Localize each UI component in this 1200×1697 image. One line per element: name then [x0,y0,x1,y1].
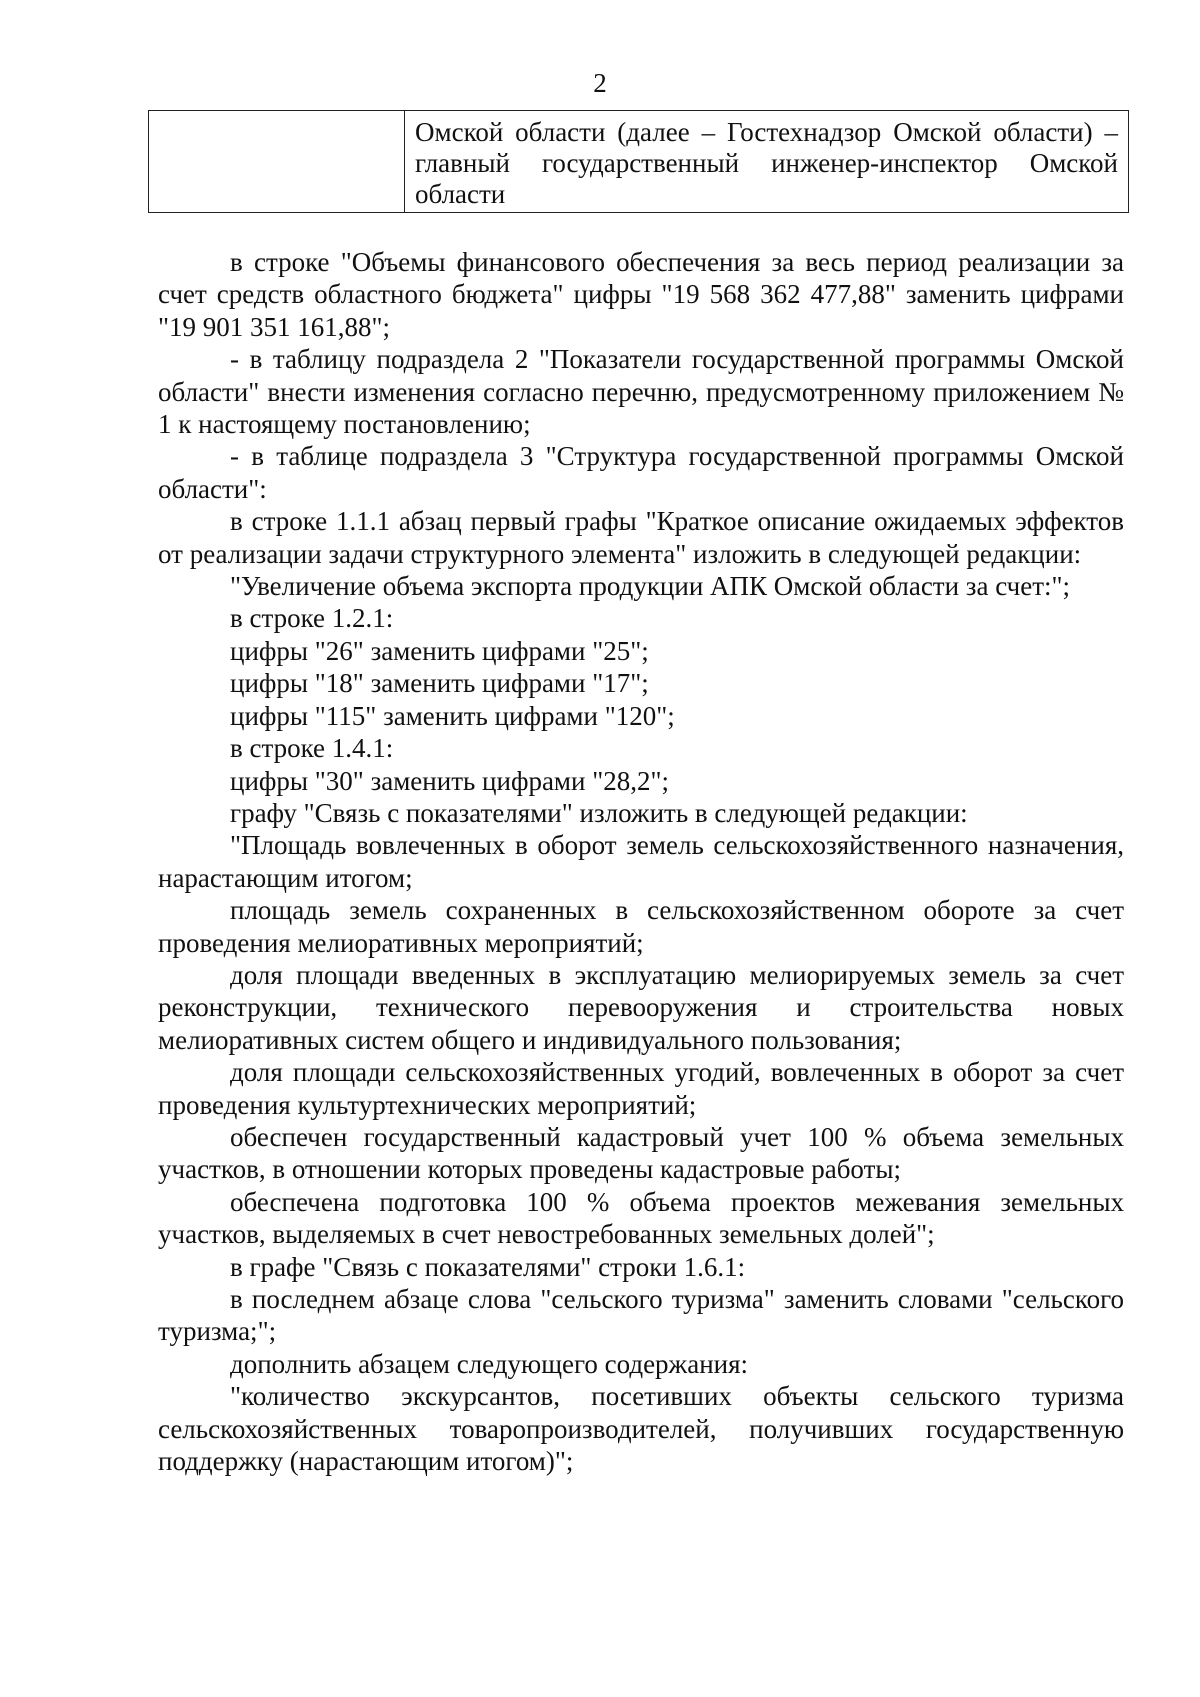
paragraph: в строке 1.1.1 абзац первый графы "Краткое описание ожидаемых эффектов от реализации задачи структурного элемента" изложить в следующей редакции: [158,506,1124,569]
paragraph: в графе "Связь с показателями" строки 1.6.1: [230,1251,746,1282]
document-body [158,246,1124,1477]
paragraph: в строке "Объемы финансового обеспечения за весь период реализации за счет средств областного бюджета" цифры "19 568 362 477,88" заменить цифрами "19 901 351 161,88"; [158,247,1124,342]
table-cell-left [149,111,405,213]
paragraph: цифры "115" заменить цифрами "120"; [230,700,675,731]
table-cell-right: Омской области (далее – Гостехнадзор Омской области) – главный государственный инженер-инспектор Омской области [405,111,1129,213]
paragraph: доля площади введенных в эксплуатацию мелиорируемых земель за счет реконструкции, технического перевооружения и строительства новых мелиоративных систем общего и индивидуального пользования; [158,959,1124,1055]
paragraph: "количество экскурсантов, посетивших объекты сельского туризма сельскохозяйственных товаропроизводителей, получивших государственную поддержку (нарастающим итогом)"; [158,1381,1124,1477]
paragraph: дополнить абзацем следующего содержания: [230,1348,749,1379]
paragraph: "Увеличение объема экспорта продукции АПК Омской области за счет:"; [230,571,1071,602]
page-number: 2 [593,68,607,98]
paragraph: - в таблице подраздела 3 "Структура государственной программы Омской области": [158,441,1124,504]
paragraph: в последнем абзаце слова "сельского туризма" заменить словами "сельского туризма;"; [158,1284,1124,1347]
paragraph: площадь земель сохраненных в сельскохозяйственном обороте за счет проведения мелиоративных мероприятий; [158,895,1124,958]
paragraph: обеспечена подготовка 100 % объема проектов межевания земельных участков, выделяемых в счет невостребованных земельных долей"; [158,1186,1124,1250]
paragraph: обеспечен государственный кадастровый учет 100 % объема земельных участков, в отношении которых проведены кадастровые работы; [158,1121,1124,1185]
paragraph: цифры "18" заменить цифрами "17"; [230,668,649,699]
paragraph: - в таблицу подраздела 2 "Показатели государственной программы Омской области" внести изменения согласно перечню, предусмотренному приложением № 1 к настоящему постановлению; [158,344,1124,440]
paragraph: цифры "26" заменить цифрами "25"; [230,635,649,666]
paragraph: доля площади сельскохозяйственных угодий, вовлеченных в оборот за счет проведения культуртехнических мероприятий; [158,1057,1124,1120]
paragraph: графу "Связь с показателями" изложить в следующей редакции: [230,797,968,828]
table-row [149,111,1129,213]
paragraph: в строке 1.2.1: [230,603,394,634]
continuation-table [148,110,1129,213]
paragraph: в строке 1.4.1: [230,733,394,764]
paragraph: цифры "30" заменить цифрами "28,2"; [230,765,670,796]
paragraph: "Площадь вовлеченных в оборот земель сельскохозяйственного назначения, нарастающим итогом; [158,830,1124,893]
